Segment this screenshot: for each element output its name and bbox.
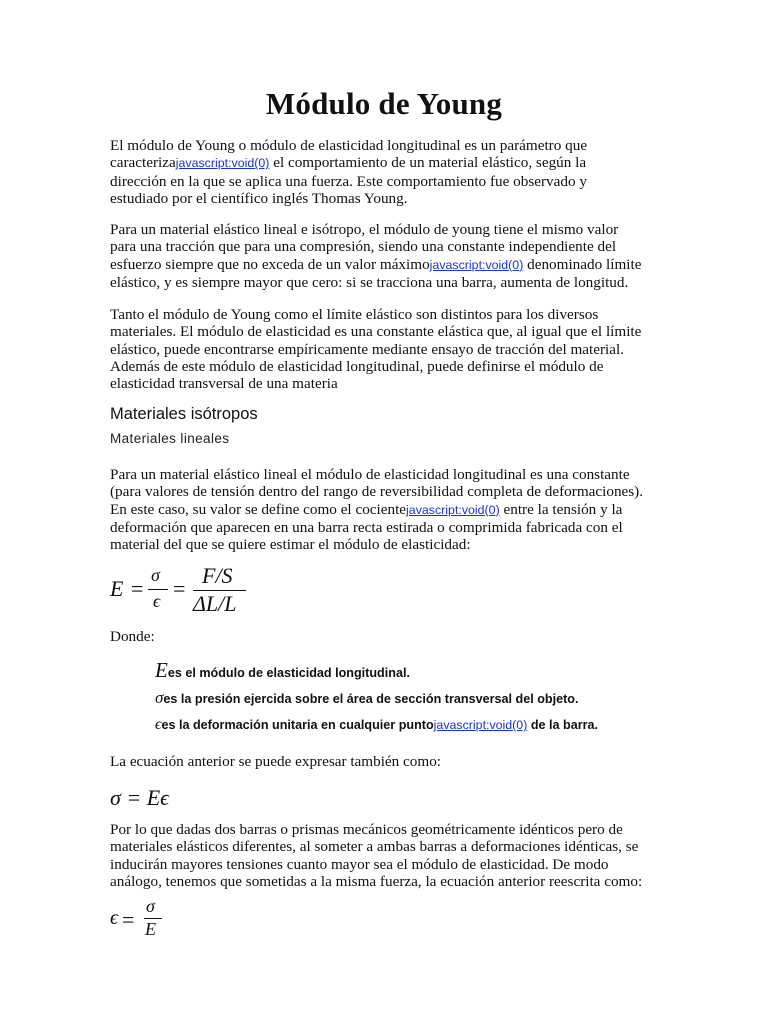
frac-numerator: σ bbox=[146, 896, 155, 916]
text-line: denominado límite bbox=[523, 255, 642, 273]
inline-link[interactable]: javascript:void(0) bbox=[406, 502, 500, 517]
text-line: para una tracción que para una compresión, siendo una constante independiente del bbox=[110, 238, 617, 256]
definition-text: es el módulo de elasticidad longitudinal. bbox=[167, 666, 410, 680]
text-line: materiales. El módulo de elasticidad es una constante elástica que, al igual que el límite bbox=[110, 323, 642, 341]
text-line: estudiado por el científico inglés Thomas Young. bbox=[110, 189, 408, 207]
paragraph-alt-equation: La ecuación anterior se puede expresar también como: bbox=[110, 753, 442, 770]
subsection-heading: Materiales lineales bbox=[110, 431, 230, 446]
eq-equals: = bbox=[122, 907, 135, 932]
definition-text: es la deformación unitaria en cualquier punto bbox=[161, 718, 434, 732]
text-line: elasticidad transversal de una materia bbox=[110, 375, 338, 393]
text-line: Para un material elástico lineal e isótropo, el módulo de young tiene el mismo valor bbox=[110, 221, 619, 238]
text-line: elástico, puede encontrarse empíricamente mediante ensayo de tracción del material. bbox=[110, 340, 625, 358]
inline-link[interactable]: javascript:void(0) bbox=[175, 156, 270, 171]
symbol-epsilon: ϵ bbox=[155, 716, 162, 733]
text-line: material del que se quiere estimar el módulo de elasticidad: bbox=[110, 536, 471, 554]
eq-equals: = bbox=[173, 576, 186, 601]
definition-item bbox=[155, 658, 410, 683]
text-line: caracteriza bbox=[110, 154, 176, 172]
paragraph-isotropic bbox=[110, 221, 670, 291]
paragraph-elastic-limit bbox=[110, 306, 670, 392]
inline-link[interactable]: javascript:void(0) bbox=[433, 718, 528, 732]
eq-lhs: E bbox=[110, 576, 124, 601]
text-line: (para valores de tensión dentro del rango de reversibilidad completa de deformaciones). bbox=[110, 483, 644, 501]
text-line: el comportamiento de un material elástico, según la bbox=[269, 154, 587, 172]
inline-link[interactable]: javascript:void(0) bbox=[429, 257, 524, 272]
eq-lhs: ϵ bbox=[110, 907, 119, 929]
frac-denominator: ΔL/L bbox=[193, 591, 237, 616]
text-line: deformación que aparecen en una barra recta estirada o comprimida fabricada con el bbox=[110, 518, 623, 536]
symbol-e: E bbox=[155, 658, 168, 682]
text-line: Además de este módulo de elasticidad longitudinal, puede definirse el módulo de bbox=[110, 357, 604, 375]
paragraph-intro bbox=[110, 137, 670, 207]
definition-item bbox=[155, 688, 578, 708]
text-line: materiales elásticos diferentes, al someter a ambas barras a deformaciones idénticas, se bbox=[110, 838, 639, 856]
paragraph-comparison bbox=[110, 821, 670, 890]
definition-text: de la barra. bbox=[527, 718, 599, 732]
definition-text: es la presión ejercida sobre el área de sección transversal del objeto. bbox=[163, 692, 579, 706]
page-title: Módulo de Young bbox=[265, 86, 503, 121]
equation-stress-strain: σ = Eϵ bbox=[110, 785, 169, 810]
text-line: dirección en la que se aplica una fuerza. Este comportamiento fue observado y bbox=[110, 172, 587, 190]
frac-denominator: ϵ bbox=[153, 591, 161, 611]
section-heading: Materiales isótropos bbox=[110, 405, 258, 423]
text-line: En este caso, su valor se define como el cociente bbox=[110, 500, 407, 518]
definition-item bbox=[155, 716, 598, 734]
text-line: Para un material elástico lineal el módulo de elasticidad longitudinal es una constante bbox=[110, 466, 630, 483]
label-donde: Donde: bbox=[110, 628, 155, 645]
paragraph-linear-materials bbox=[110, 466, 670, 553]
text-line: esfuerzo siempre que no exceda de un valor máximo bbox=[110, 255, 430, 273]
text-line: Tanto el módulo de Young como el límite elástico son distintos para los diversos bbox=[110, 306, 599, 323]
frac-numerator: F/S bbox=[202, 563, 233, 588]
frac-denominator: E bbox=[145, 919, 156, 939]
text-line: Por lo que dadas dos barras o prismas mecánicos geométricamente idénticos pero de bbox=[110, 821, 623, 838]
text-line: El módulo de Young o módulo de elasticidad longitudinal es un parámetro que bbox=[110, 137, 588, 154]
eq-equals: = bbox=[131, 576, 144, 601]
text-line: entre la tensión y la bbox=[499, 500, 623, 518]
text-line: análogo, tenemos que sometidas a la misma fuerza, la ecuación anterior reescrita como: bbox=[110, 872, 643, 890]
text-line: elástico, y es siempre mayor que cero: si se tracciona una barra, aumenta de longitud. bbox=[110, 273, 629, 291]
text-line: inducirán mayores tensiones cuanto mayor sea el módulo de elasticidad. De modo bbox=[110, 855, 609, 873]
frac-numerator: σ bbox=[151, 565, 160, 585]
symbol-sigma: σ bbox=[155, 688, 164, 707]
